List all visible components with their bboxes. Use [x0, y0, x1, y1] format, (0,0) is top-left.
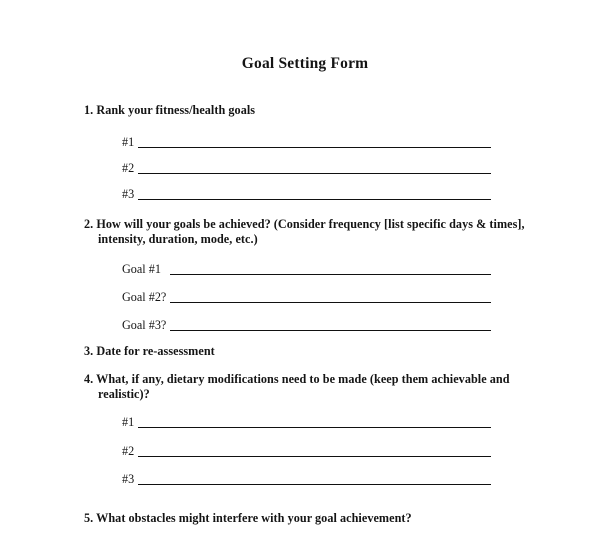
answer-label: Goal #2? — [122, 290, 167, 304]
answer-blank-line[interactable] — [138, 199, 491, 200]
answer-label: #1 — [122, 135, 135, 149]
answer-label: #2 — [122, 444, 135, 458]
answer-row[interactable] — [122, 471, 491, 487]
question-4-text: 4. What, if any, dietary modifications need to be made (keep them achievable and realistic)? — [84, 372, 510, 401]
answer-blank-line[interactable] — [138, 456, 491, 457]
answer-label: Goal #1 — [122, 262, 161, 276]
question-1-text: 1. Rank your fitness/health goals — [84, 103, 256, 117]
answer-row[interactable] — [122, 317, 491, 333]
answer-row[interactable] — [122, 414, 491, 430]
answer-blank-line[interactable] — [138, 173, 491, 174]
answer-blank-line[interactable] — [170, 302, 491, 303]
answer-row[interactable] — [122, 289, 491, 305]
answer-blank-line[interactable] — [138, 484, 491, 485]
answer-blank-line[interactable] — [138, 427, 491, 428]
answer-row[interactable] — [122, 160, 491, 176]
page-title: Goal Setting Form — [241, 55, 369, 72]
answer-row[interactable] — [122, 443, 491, 459]
answer-blank-line[interactable] — [138, 147, 491, 148]
question-2-text: 2. How will your goals be achieved? (Consider frequency [list specific days & times], intensity, duration, mode, etc.) — [84, 217, 525, 246]
answer-label: #2 — [122, 161, 135, 175]
answer-row[interactable] — [122, 186, 491, 202]
question-5-text: 5. What obstacles might interfere with your goal achievement? — [84, 511, 412, 525]
answer-blank-line[interactable] — [170, 274, 491, 275]
answer-row[interactable] — [122, 134, 491, 150]
answer-label: Goal #3? — [122, 318, 167, 332]
answer-label: #3 — [122, 187, 135, 201]
question-3-text: 3. Date for re-assessment — [84, 344, 215, 358]
answer-label: #1 — [122, 415, 135, 429]
answer-blank-line[interactable] — [170, 330, 491, 331]
answer-row[interactable] — [122, 261, 491, 277]
answer-label: #3 — [122, 472, 135, 486]
